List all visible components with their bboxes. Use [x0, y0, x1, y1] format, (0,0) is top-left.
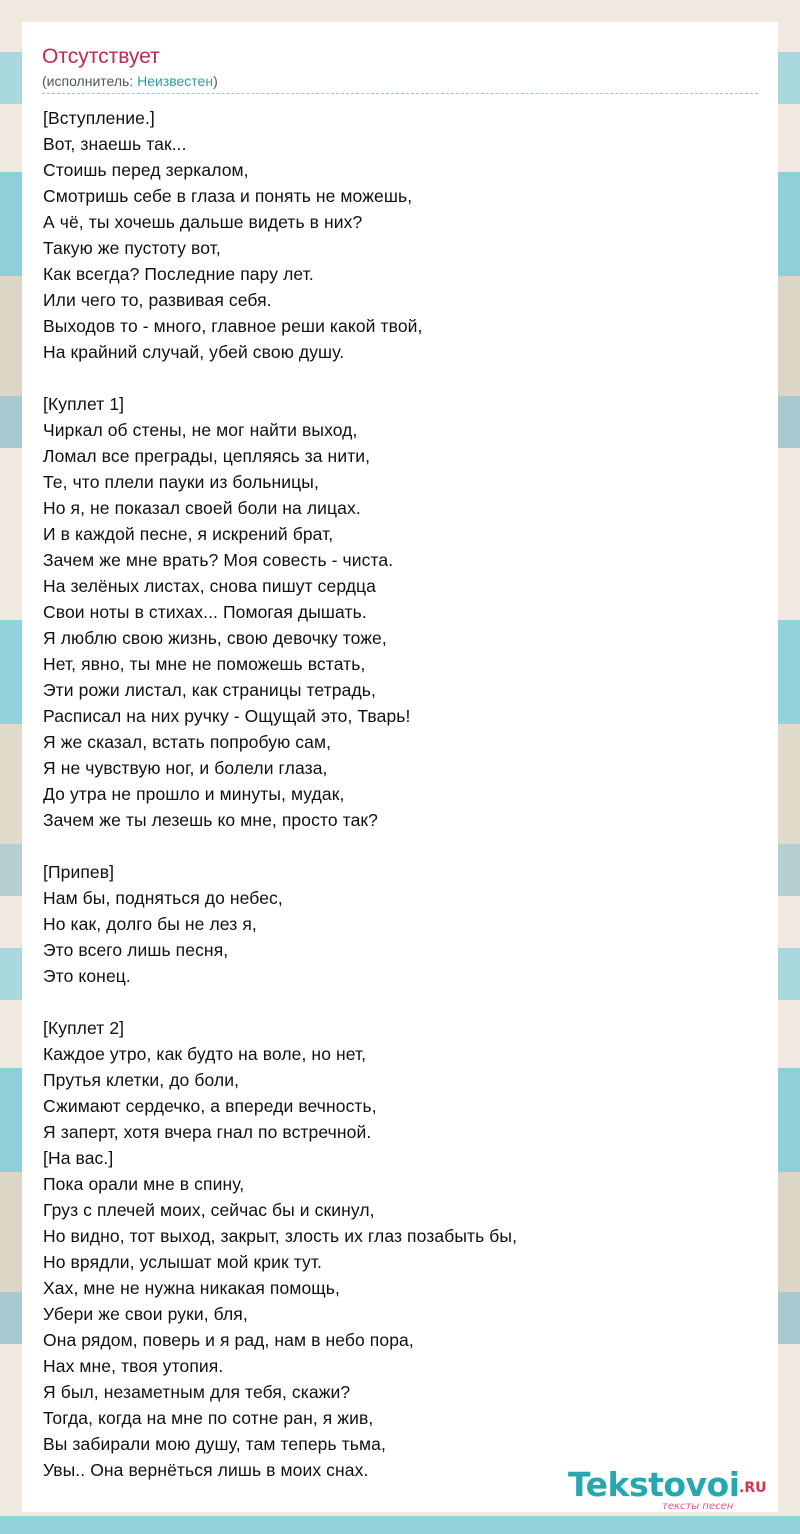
lyrics-line: [Припев] — [43, 862, 115, 882]
lyrics-line: Смотришь себе в глаза и понять не можешь, — [43, 186, 413, 206]
logo-tagline: тексты песен — [662, 1501, 734, 1512]
lyrics-line: [Куплет 2] — [43, 1018, 125, 1038]
lyrics-line: Я был, незаметным для тебя, скажи? — [43, 1382, 351, 1402]
performer-prefix: (исполнитель: — [42, 73, 138, 89]
lyrics-line: Я не чувствую ног, и болели глаза, — [43, 758, 328, 778]
lyrics-line: Тогда, когда на мне по сотне ран, я жив, — [43, 1408, 374, 1428]
lyrics-line: Нам бы, подняться до небес, — [43, 888, 283, 908]
lyrics-line: Увы.. Она вернёться лишь в моих снах. — [43, 1460, 369, 1480]
logo-wordmark: Tekstovoi — [568, 1465, 740, 1504]
lyrics-line: Это конец. — [43, 966, 131, 986]
lyrics-line: Стоишь перед зеркалом, — [43, 160, 249, 180]
lyrics-line: А чё, ты хочешь дальше видеть в них? — [43, 212, 363, 232]
lyrics-line: Те, что плели пауки из больницы, — [43, 472, 319, 492]
lyrics-line: Она рядом, поверь и я рад, нам в небо пора, — [43, 1330, 414, 1350]
lyrics-line: Пока орали мне в спину, — [43, 1174, 245, 1194]
lyrics-line: Как всегда? Последние пару лет. — [43, 264, 314, 284]
lyrics-line: Нах мне, твоя утопия. — [43, 1356, 224, 1376]
lyrics-line: Я заперт, хотя вчера гнал по встречной. — [43, 1122, 372, 1142]
lyrics-line: Я же сказал, встать попробую сам, — [43, 732, 332, 752]
lyrics-line: Прутья клетки, до боли, — [43, 1070, 240, 1090]
performer-line — [42, 72, 218, 90]
song-title: Отсутствует — [42, 45, 160, 68]
lyrics-line: Но как, долго бы не лез я, — [43, 914, 257, 934]
lyrics-page — [22, 22, 778, 1512]
lyrics-line: Вот, знаешь так... — [43, 134, 187, 154]
lyrics-line: Зачем же ты лезешь ко мне, просто так? — [43, 810, 379, 830]
lyrics-blank-line — [43, 833, 758, 859]
lyrics-line: Но я, не показал своей боли на лицах. — [43, 498, 361, 518]
lyrics-line: [Куплет 1] — [43, 394, 125, 414]
logo-domain: .RU — [739, 1480, 767, 1496]
lyrics-blank-line — [43, 365, 758, 391]
tekstovoi-logo[interactable] — [568, 1465, 778, 1515]
lyrics-line: На зелёных листах, снова пишут сердца — [43, 576, 377, 596]
performer-link[interactable]: Неизвестен — [137, 73, 214, 89]
lyrics-line: Вы забирали мою душу, там теперь тьма, — [43, 1434, 386, 1454]
lyrics-line: Такую же пустоту вот, — [43, 238, 221, 258]
performer-suffix: ) — [213, 73, 218, 89]
title-divider — [42, 93, 758, 94]
lyrics-line: Груз с плечей моих, сейчас бы и скинул, — [43, 1200, 375, 1220]
lyrics-line: До утра не прошло и минуты, мудак, — [43, 784, 345, 804]
lyrics-blank-line — [43, 989, 758, 1015]
lyrics-line: Или чего то, развивая себя. — [43, 290, 272, 310]
lyrics-line: Каждое утро, как будто на воле, но нет, — [43, 1044, 367, 1064]
lyrics-line: Но врядли, услышат мой крик тут. — [43, 1252, 323, 1272]
lyrics-line: Эти рожи листал, как страницы тетрадь, — [43, 680, 376, 700]
lyrics-line: Убери же свои руки, бля, — [43, 1304, 248, 1324]
lyrics-line: [На вас.] — [43, 1148, 114, 1168]
lyrics-text — [43, 105, 758, 1483]
lyrics-line: Ломал все преграды, цепляясь за нити, — [43, 446, 371, 466]
lyrics-line: Выходов то - много, главное реши какой твой, — [43, 316, 423, 336]
lyrics-line: На крайний случай, убей свою душу. — [43, 342, 345, 362]
lyrics-line: Сжимают сердечко, а впереди вечность, — [43, 1096, 377, 1116]
lyrics-line: Я люблю свою жизнь, свою девочку тоже, — [43, 628, 387, 648]
lyrics-line: Нет, явно, ты мне не поможешь встать, — [43, 654, 366, 674]
lyrics-line: Но видно, тот выход, закрыт, злость их глаз позабыть бы, — [43, 1226, 518, 1246]
lyrics-line: Это всего лишь песня, — [43, 940, 229, 960]
lyrics-line: [Вступление.] — [43, 108, 155, 128]
lyrics-line: Хах, мне не нужна никакая помощь, — [43, 1278, 340, 1298]
lyrics-line: Расписал на них ручку - Ощущай это, Тварь! — [43, 706, 411, 726]
lyrics-line: Зачем же мне врать? Моя совесть - чиста. — [43, 550, 394, 570]
lyrics-line: И в каждой песне, я искрений брат, — [43, 524, 334, 544]
lyrics-line: Свои ноты в стихах... Помогая дышать. — [43, 602, 367, 622]
lyrics-line: Чиркал об стены, не мог найти выход, — [43, 420, 358, 440]
